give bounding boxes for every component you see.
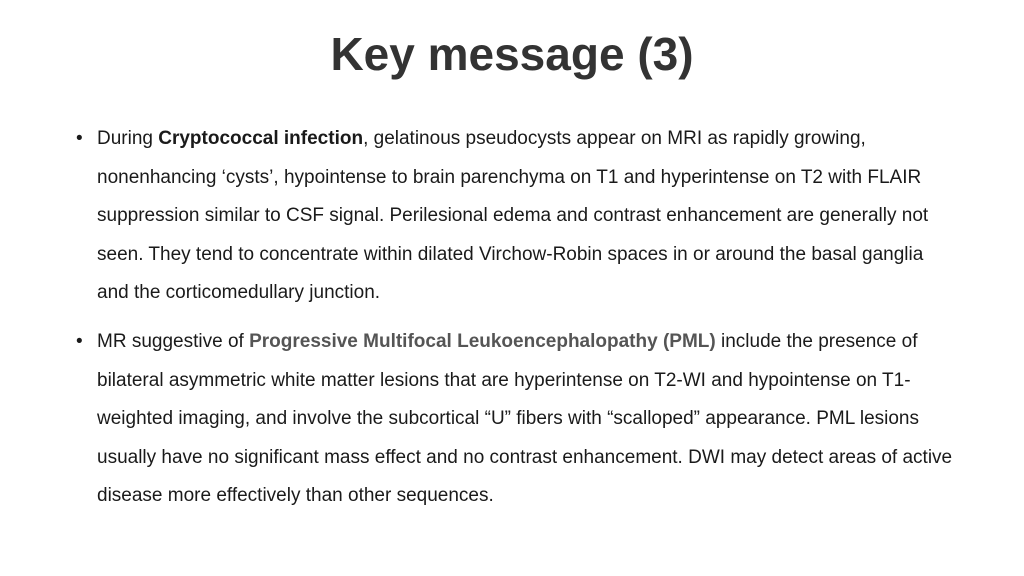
bullet-item-cryptococcal (76, 120, 956, 313)
bullet-dot-icon: • (76, 128, 83, 149)
slide-title: Key message (3) (330, 28, 694, 80)
bullet-text-body: include the presence of bilateral asymmetric white matter lesions that are hyperintense on T2-WI and hypointense on T1-weighted imaging, and involve the subcortical “U” fibers with “scalloped” appearance. PML lesions usually have no significant mass effect and no contrast enhancement. DWI may detect areas of active disease more effectively than other sequences. (97, 330, 953, 507)
bullet-keyword: Progressive Multifocal Leukoencephalopathy (PML) (249, 330, 716, 352)
bullet-text-prefix: During (97, 128, 159, 149)
bullet-dot-icon: • (76, 330, 83, 352)
bullet-item-pml (76, 323, 956, 516)
bullet-list (76, 120, 956, 516)
bullet-keyword: Cryptococcal infection (158, 128, 364, 149)
bullet-text-body: , gelatinous pseudocysts appear on MRI as rapidly growing, nonenhancing ‘cysts’, hypointense to brain parenchyma on T1 and hyperintense on T2 with FLAIR suppression similar to CSF signal. Perilesional edema and contrast enhancement are generally not seen. They tend to concentrate within dilated Virchow-Robin spaces in or around the basal ganglia and the corticomedullary junction. (97, 128, 929, 304)
bullet-text-prefix: MR suggestive of (97, 330, 250, 352)
